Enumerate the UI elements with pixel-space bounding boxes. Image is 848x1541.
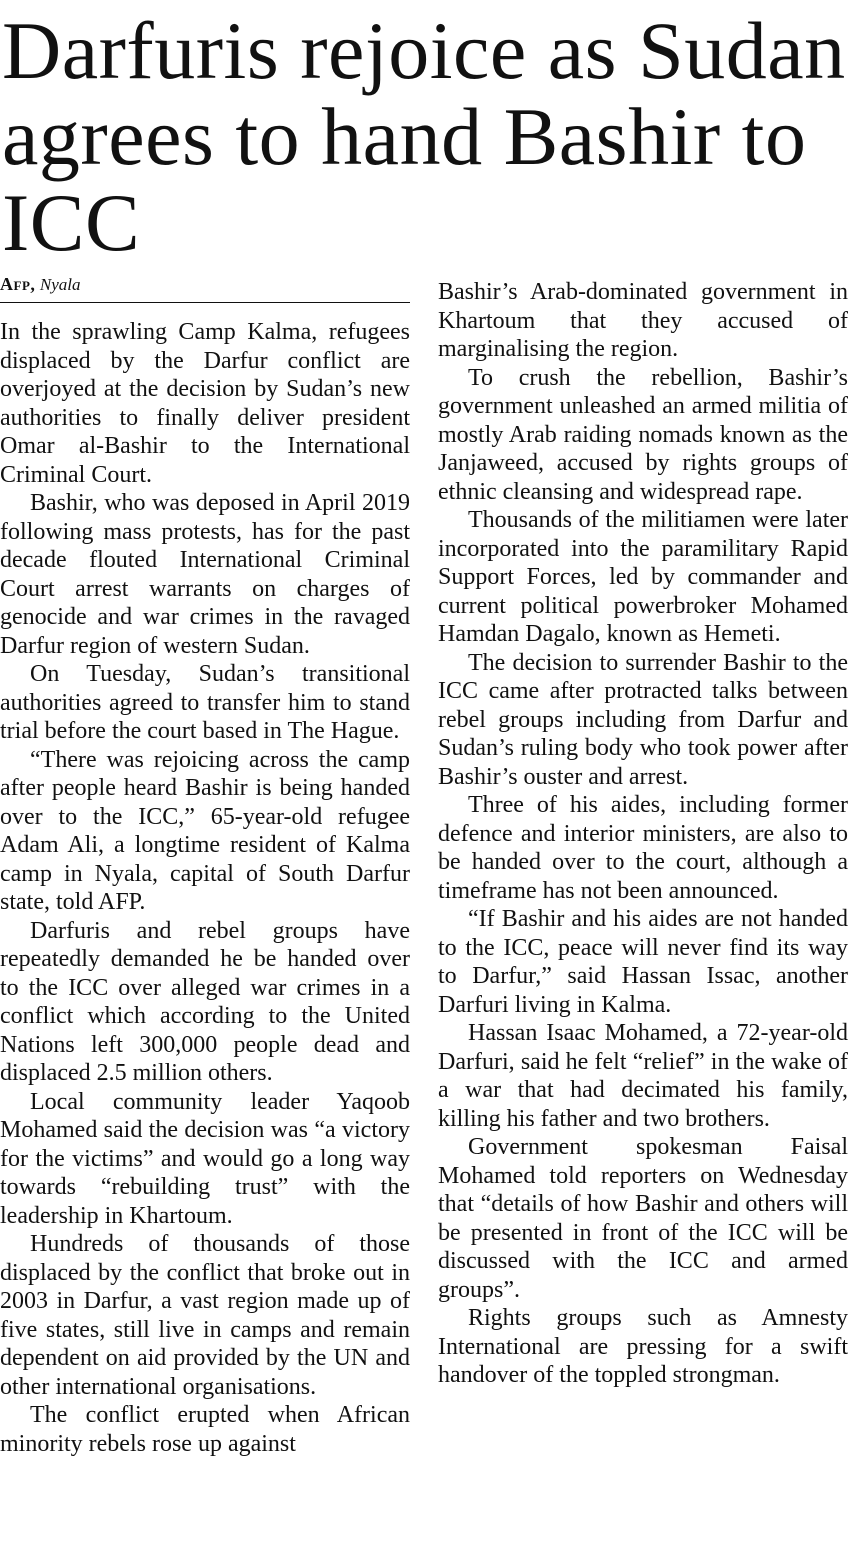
paragraph-continued: Bashir’s Arab-dominated government in Khartoum that they accused of marginalising the region. <box>438 279 848 362</box>
paragraph: Hassan Isaac Mohamed, a 72-year-old Darfuri, said he felt “relief” in the wake of a war that had decimated his family, killing his father and two brothers. <box>438 1020 848 1132</box>
paragraph: In the sprawling Camp Kalma, refugees displaced by the Darfur conflict are overjoyed at the decision by Sudan’s new authorities to finally deliver president Omar al-Bashir to the International Criminal Court. <box>0 319 410 488</box>
paragraph: Rights groups such as Amnesty International are pressing for a swift handover of the toppled strongman. <box>438 1305 848 1388</box>
paragraph: The conflict erupted when African minority rebels rose up against <box>0 1402 410 1457</box>
paragraph: “There was rejoicing across the camp after people heard Bashir is being handed over to the ICC,” 65-year-old refugee Adam Ali, a longtime resident of Kalma camp in Nyala, capital of South Darfur state, told AFP. <box>0 746 410 915</box>
paragraph: On Tuesday, Sudan’s transitional authorities agreed to transfer him to stand trial before the court based in The Hague. <box>0 661 410 744</box>
byline-place: Nyala <box>39 275 81 294</box>
byline-agency: Afp, <box>0 274 36 294</box>
headline: Darfuris rejoice as Sudan agrees to hand Bashir to ICC <box>2 5 846 268</box>
paragraph: The decision to surrender Bashir to the ICC came after protracted talks between rebel groups including from Darfur and Sudan’s ruling body who took power after Bashir’s ouster and arrest. <box>438 649 848 790</box>
paragraph: “If Bashir and his aides are not handed to the ICC, peace will never find its way to Darfur,” said Hassan Issac, another Darfuri living in Kalma. <box>438 906 848 1018</box>
paragraph: Bashir, who was deposed in April 2019 following mass protests, has for the past decade flouted International Criminal Court arrest warrants on charges of genocide and war crimes in the ravaged Darfur region of western Sudan. <box>0 490 410 659</box>
paragraph: Thousands of the militiamen were later incorporated into the paramilitary Rapid Support Forces, led by commander and current political powerbroker Mohamed Hamdan Dagalo, known as Hemeti. <box>438 507 848 647</box>
paragraph: Darfuris and rebel groups have repeatedly demanded he be handed over to the ICC over alleged war crimes in a conflict which according to the United Nations left 300,000 people dead and displaced 2.5 million others. <box>0 917 410 1086</box>
article-column-right <box>438 278 848 1390</box>
article-column-left <box>0 318 410 1458</box>
byline <box>0 270 410 303</box>
paragraph: Government spokesman Faisal Mohamed told reporters on Wednesday that “details of how Bashir and others will be presented in front of the ICC will be discussed with the ICC and armed groups”. <box>438 1134 848 1303</box>
paragraph: Local community leader Yaqoob Mohamed said the decision was “a victory for the victims” and would go a long way towards “rebuilding trust” with the leadership in Khartoum. <box>0 1088 410 1229</box>
paragraph: To crush the rebellion, Bashir’s government unleashed an armed militia of mostly Arab raiding nomads known as the Janjaweed, accused by rights groups of ethnic cleansing and widespread rape. <box>438 364 848 505</box>
paragraph: Three of his aides, including former defence and interior ministers, are also to be handed over to the court, although a timeframe has not been announced. <box>438 792 848 904</box>
paragraph: Hundreds of thousands of those displaced by the conflict that broke out in 2003 in Darfur, a vast region made up of five states, still live in camps and remain dependent on aid provided by the UN and other international organisations. <box>0 1231 410 1400</box>
